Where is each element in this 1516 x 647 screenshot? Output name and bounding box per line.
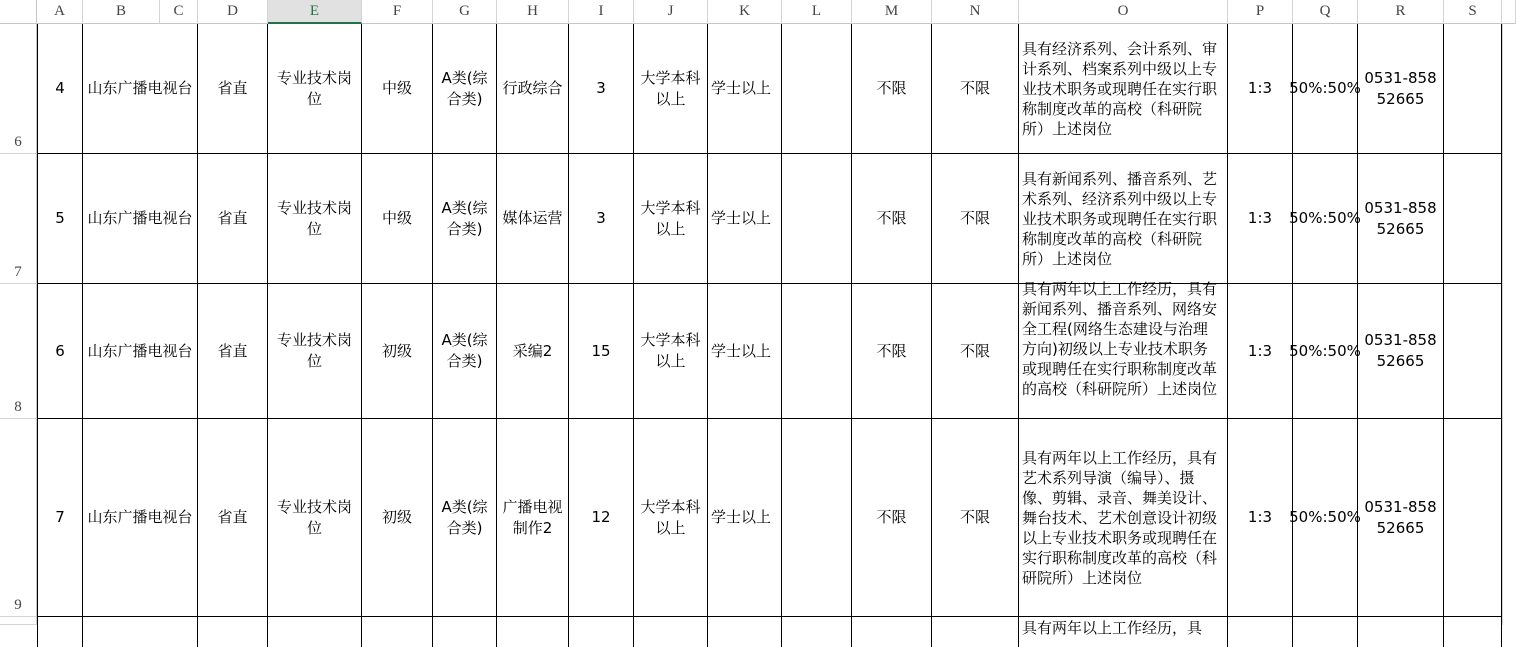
cell-text: 具有两年以上工作经历，具 — [1022, 619, 1203, 637]
cell-r-row6[interactable] — [1358, 24, 1444, 154]
cell-e-row7[interactable] — [268, 154, 362, 284]
cell-text: A类(综合类) — [441, 68, 488, 108]
cell-q-row9[interactable] — [1289, 419, 1361, 617]
cell-text: 不限 — [959, 341, 990, 360]
row-header-8[interactable]: 8 — [0, 284, 37, 419]
cell-g-row6[interactable] — [433, 24, 497, 154]
cell-j-row9[interactable] — [634, 419, 708, 617]
cell-e-row10[interactable] — [268, 617, 362, 647]
cell-text: 采编2 — [512, 341, 553, 360]
row-header-7[interactable]: 7 — [0, 154, 37, 284]
cell-text: 50%:50% — [1289, 341, 1361, 360]
cell-text: 4 — [55, 79, 65, 97]
cell-text: 3 — [596, 79, 606, 97]
cell-e-row6[interactable] — [268, 24, 362, 154]
cell-m-row7[interactable] — [852, 154, 932, 284]
cell-b-row6[interactable] — [83, 24, 198, 154]
cell-a-row7[interactable] — [37, 154, 83, 284]
cell-d-row7[interactable] — [198, 154, 268, 284]
cell-text: 大学本科以上 — [640, 331, 701, 370]
cell-g-row7[interactable] — [433, 154, 497, 284]
cell-text: 6 — [55, 341, 65, 360]
cell-s-row9[interactable] — [1444, 419, 1502, 617]
row-header-6[interactable]: 6 — [0, 24, 37, 154]
cell-r-row8[interactable] — [1358, 284, 1444, 419]
cell-text: 中级 — [381, 79, 412, 97]
cell-text: A类(综合类) — [441, 331, 488, 370]
cell-text: 不限 — [959, 209, 990, 227]
cell-p-row7[interactable] — [1228, 154, 1293, 284]
cell-j-row10[interactable] — [634, 617, 708, 647]
column-header-i[interactable]: I — [569, 0, 634, 24]
cell-p-row8[interactable] — [1228, 284, 1293, 419]
cell-text: 专业技术岗位 — [276, 68, 352, 108]
cell-h-row7[interactable] — [497, 154, 569, 284]
column-header-l[interactable]: L — [782, 0, 852, 24]
cell-text: 中级 — [381, 209, 412, 227]
cell-g-row10[interactable] — [433, 617, 497, 647]
cell-text: 具有两年以上工作经历，具有艺术系列导演（编导）、摄像、剪辑、录音、舞美设计、舞台技术、艺术创意设计初级以上专业技术职务或现聘任在实行职称制度改革的高校（科研院所）上述岗位 — [1022, 448, 1218, 587]
cell-e-row8[interactable] — [268, 284, 362, 419]
column-header-p[interactable]: P — [1228, 0, 1293, 24]
cell-j-row8[interactable] — [634, 284, 708, 419]
cell-text: 1:3 — [1247, 508, 1273, 526]
cell-o-row10[interactable] — [1019, 617, 1228, 647]
cell-j-row6[interactable] — [634, 24, 708, 154]
column-header-a[interactable]: A — [37, 0, 83, 24]
cell-f-row10[interactable] — [362, 617, 433, 647]
select-all-corner[interactable] — [0, 0, 37, 24]
cell-a-row6[interactable] — [37, 24, 83, 154]
cell-g-row9[interactable] — [433, 419, 497, 617]
cell-text: 学士以上 — [711, 508, 772, 526]
cell-text: 省直 — [217, 209, 248, 227]
cell-text: 大学本科以上 — [640, 497, 701, 537]
cell-text: 50%:50% — [1289, 209, 1361, 227]
cell-d-row6[interactable] — [198, 24, 268, 154]
cell-text: 15 — [591, 341, 611, 360]
column-header-o[interactable]: O — [1019, 0, 1228, 24]
cell-a-row10[interactable] — [37, 617, 83, 647]
cell-i-row8[interactable] — [569, 284, 634, 419]
cell-q-row7[interactable] — [1289, 154, 1361, 284]
cell-text: 省直 — [217, 79, 248, 97]
cell-f-row7[interactable] — [362, 154, 433, 284]
cell-text: 山东广播电视台 — [87, 209, 193, 227]
column-header-c[interactable]: C — [160, 0, 198, 24]
cell-text: 具有两年以上工作经历，具有新闻系列、播音系列、网络安全工程(网络生态建设与治理方向)初级以上专业技术职务或现聘任在实行职称制度改革的高校（科研院所）上述岗位 — [1022, 280, 1218, 398]
cell-e-row9[interactable] — [268, 419, 362, 617]
cell-text: 大学本科以上 — [640, 198, 701, 238]
cell-j-row7[interactable] — [634, 154, 708, 284]
cell-text: A类(综合类) — [441, 497, 488, 537]
cell-text: 7 — [55, 508, 65, 526]
cell-k-row10[interactable] — [708, 617, 782, 647]
cell-text: 具有新闻系列、播音系列、艺术系列、经济系列中级以上专业技术职务或现聘任在实行职称制度改革的高校（科研院所）上述岗位 — [1022, 169, 1218, 268]
cell-text: 不限 — [959, 79, 990, 97]
cell-q-row8[interactable] — [1289, 284, 1361, 419]
column-header-j[interactable]: J — [634, 0, 708, 24]
cell-h-row10[interactable] — [497, 617, 569, 647]
cell-b-row10[interactable] — [83, 617, 198, 647]
cell-r-row7[interactable] — [1358, 154, 1444, 284]
row-header-partial — [0, 617, 37, 625]
cell-text: 山东广播电视台 — [87, 508, 193, 526]
cell-text: 12 — [591, 508, 611, 526]
cell-text: 大学本科以上 — [640, 68, 701, 108]
cell-b-row7[interactable] — [83, 154, 198, 284]
cell-f-row6[interactable] — [362, 24, 433, 154]
cell-text: 学士以上 — [711, 79, 772, 97]
cell-text: 专业技术岗位 — [276, 198, 352, 238]
cell-s-row6[interactable] — [1444, 24, 1502, 154]
column-header-b[interactable]: B — [83, 0, 160, 24]
column-header-h[interactable]: H — [497, 0, 569, 24]
cell-h-row9[interactable] — [497, 419, 569, 617]
column-header-e[interactable]: E — [268, 0, 362, 24]
cell-i-row6[interactable] — [569, 24, 634, 154]
cell-d-row10[interactable] — [198, 617, 268, 647]
cell-n-row7[interactable] — [932, 154, 1019, 284]
cell-text: 0531-85852665 — [1364, 68, 1437, 108]
cell-text: 省直 — [217, 508, 248, 526]
cell-text: 专业技术岗位 — [276, 497, 352, 537]
cell-text: 不限 — [876, 79, 907, 97]
row-header-9[interactable]: 9 — [0, 419, 37, 617]
cell-text: 山东广播电视台 — [87, 341, 193, 360]
cell-i-row10[interactable] — [569, 617, 634, 647]
cell-o-row8[interactable] — [1019, 280, 1228, 419]
cell-k-row8[interactable] — [708, 284, 782, 419]
cell-text: 行政综合 — [502, 79, 563, 97]
cell-k-row9[interactable] — [708, 419, 782, 617]
cell-f-row8[interactable] — [362, 284, 433, 419]
cell-n-row6[interactable] — [932, 24, 1019, 154]
cell-q-row10[interactable] — [1293, 617, 1358, 647]
cell-o-row7[interactable] — [1019, 154, 1228, 284]
cell-text: 5 — [55, 209, 65, 227]
cell-text: 0531-85852665 — [1364, 331, 1437, 370]
cell-text: A类(综合类) — [441, 198, 488, 238]
cell-s-row8[interactable] — [1444, 284, 1502, 419]
cell-p-row9[interactable] — [1228, 419, 1293, 617]
cell-n-row10[interactable] — [932, 617, 1019, 647]
cell-text: 广播电视制作2 — [502, 497, 563, 537]
cell-g-row8[interactable] — [433, 284, 497, 419]
cell-text: 初级 — [381, 341, 412, 360]
cell-text: 0531-85852665 — [1364, 497, 1437, 537]
column-header-g[interactable]: G — [433, 0, 497, 24]
column-header-q[interactable]: Q — [1293, 0, 1358, 24]
column-header-n[interactable]: N — [932, 0, 1019, 24]
cell-text: 1:3 — [1247, 209, 1273, 227]
cell-r-row9[interactable] — [1358, 419, 1444, 617]
cell-b-row8[interactable] — [83, 284, 198, 419]
cell-q-row6[interactable] — [1289, 24, 1361, 154]
cell-i-row9[interactable] — [569, 419, 634, 617]
cell-o-row6[interactable] — [1019, 24, 1228, 154]
cell-k-row7[interactable] — [708, 154, 782, 284]
cell-s-row7[interactable] — [1444, 154, 1502, 284]
cell-text: 省直 — [217, 341, 248, 360]
cell-text: 学士以上 — [711, 341, 772, 360]
cell-text: 不限 — [876, 209, 907, 227]
cell-text: 0531-85852665 — [1364, 198, 1437, 238]
cell-h-row6[interactable] — [497, 24, 569, 154]
cell-text: 学士以上 — [711, 209, 772, 227]
cell-text: 3 — [596, 209, 606, 227]
cell-text: 初级 — [381, 508, 412, 526]
column-header-d[interactable]: D — [198, 0, 268, 24]
cell-l-row9[interactable] — [782, 419, 852, 617]
column-header-m[interactable]: M — [852, 0, 932, 24]
cell-text: 50%:50% — [1289, 79, 1361, 97]
column-header-k[interactable]: K — [708, 0, 782, 24]
cell-s-row10[interactable] — [1444, 617, 1502, 647]
cell-f-row9[interactable] — [362, 419, 433, 617]
cell-text: 50%:50% — [1289, 508, 1361, 526]
cell-m-row10[interactable] — [852, 617, 932, 647]
cell-o-row9[interactable] — [1019, 419, 1228, 617]
cell-i-row7[interactable] — [569, 154, 634, 284]
column-header-r[interactable]: R — [1358, 0, 1444, 24]
cell-n-row8[interactable] — [932, 284, 1019, 419]
cell-a-row9[interactable] — [37, 419, 83, 617]
cell-text: 媒体运营 — [502, 209, 563, 227]
cell-l-row7[interactable] — [782, 154, 852, 284]
cell-text: 专业技术岗位 — [276, 331, 352, 370]
cell-m-row6[interactable] — [852, 24, 932, 154]
cell-p-row6[interactable] — [1228, 24, 1293, 154]
gridline-right — [1502, 24, 1503, 625]
column-header-f[interactable]: F — [362, 0, 433, 24]
cell-h-row8[interactable] — [497, 284, 569, 419]
cell-text: 1:3 — [1247, 341, 1273, 360]
cell-k-row6[interactable] — [708, 24, 782, 154]
cell-r-row10[interactable] — [1358, 617, 1444, 647]
cell-b-row9[interactable] — [83, 419, 198, 617]
cell-text: 不限 — [876, 341, 907, 360]
cell-text: 不限 — [876, 508, 907, 526]
cell-m-row8[interactable] — [852, 284, 932, 419]
cell-l-row8[interactable] — [782, 284, 852, 419]
cell-text: 不限 — [959, 508, 990, 526]
column-header-s[interactable]: S — [1444, 0, 1502, 24]
cell-n-row9[interactable] — [932, 419, 1019, 617]
cell-d-row8[interactable] — [198, 284, 268, 419]
cell-l-row10[interactable] — [782, 617, 852, 647]
cell-p-row10[interactable] — [1228, 617, 1293, 647]
cell-a-row8[interactable] — [37, 284, 83, 419]
cell-text: 具有经济系列、会计系列、审计系列、档案系列中级以上专业技术职务或现聘任在实行职称制度改革的高校（科研院所）上述岗位 — [1022, 39, 1218, 138]
cell-l-row6[interactable] — [782, 24, 852, 154]
cell-m-row9[interactable] — [852, 419, 932, 617]
cell-text: 1:3 — [1247, 79, 1273, 97]
cell-text: 山东广播电视台 — [87, 79, 193, 97]
cell-d-row9[interactable] — [198, 419, 268, 617]
column-header-filler — [1502, 0, 1516, 24]
